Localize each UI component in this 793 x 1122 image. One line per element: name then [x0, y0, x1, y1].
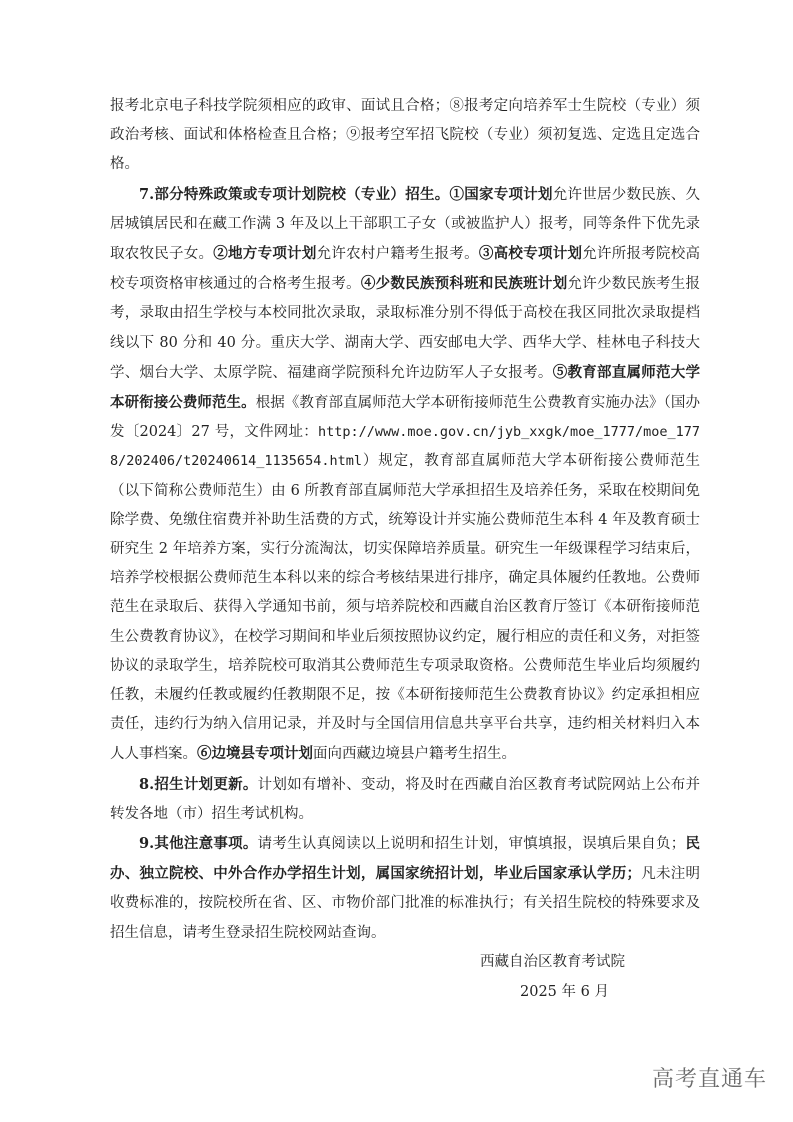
- paragraph-7: [110, 180, 700, 770]
- plan-label-border: ⑥边境县专项计划: [197, 745, 313, 763]
- watermark: 高考直通车: [651, 1067, 767, 1092]
- plan-label-national: ①国家专项计划: [449, 185, 553, 203]
- section-heading-9: 9.其他注意事项。: [139, 835, 258, 853]
- document-body: [110, 92, 700, 948]
- plan-label-local: ②地方专项计划: [213, 245, 317, 263]
- plan-text-local: 允许农村户籍考生报考。: [316, 246, 479, 263]
- plan-label-university: ③高校专项计划: [478, 245, 583, 263]
- section-text-8: 计划如有增补、变动，将及时在西藏自治区教育考试院网站上公布并转发各地（市）招生考试机构。: [110, 776, 701, 822]
- paragraph-text: 报考北京电子科技学院须相应的政审、面试且合格；⑧报考定向培养军士生院校（专业）须政治考核、面试和体格检查且合格；⑨报考空军招飞院校（专业）须初复选、定选且定选合格。: [110, 98, 700, 173]
- section-text-9a: 请考生认真阅读以上说明和招生计划，审慎填报，误填后果自负；: [257, 836, 686, 853]
- plan-text-university: 允许所报考院校高校专项资格审核通过的合格考生报考。: [110, 246, 701, 293]
- issuing-organization: 西藏自治区教育考试院: [480, 954, 625, 970]
- plan-text-border: 面向西藏边境县户籍考生招生。: [313, 746, 516, 763]
- paragraph-continuation: [110, 92, 700, 180]
- plan-label-normal-university: ⑤教育部直属师范大学本研衔接公费师范生。: [110, 363, 701, 412]
- document-url: http://www.moe.gov.cn/jyb_xxgk/moe_1777/moe_1778/202406/t20240614_1135654.html: [110, 424, 700, 470]
- paragraph-8: [110, 770, 700, 829]
- plan-text-national: 允许世居少数民族、久居城镇居民和在藏工作满 3 年及以上干部职工子女（或被监护人）报考，同等条件下优先录取农牧民子女。: [110, 186, 701, 263]
- plan-text-ethnic: 允许少数民族考生报考，录取由招生学校与本校同批次录取，录取标准分别不得低于高校在我区同批次录取提档线以下 80 分和 40 分。重庆大学、湖南大学、西安邮电大学、西华大学、桂林电子科技大学、烟台大学、太原学院、福建商学院预科允许边防军人子女报考。: [110, 276, 701, 381]
- section-text-9c: 凡未注明收费标准的，按院校所在省、区、市物价部门批准的标准执行；有关招生院校的特殊要求及招生信息，请考生登录招生院校网站查询。: [110, 866, 701, 941]
- plan-text-normal-university-a: 根据《教育部直属师范大学本研衔接师范生公费教育实施办法》（国办发〔2024〕27 号，文件网址：: [110, 395, 700, 441]
- plan-text-normal-university-b: ）规定，教育部直属师范大学本研衔接公费师范生（以下简称公费师范生）由 6 所教育部直属师范大学承担招生及培养任务，采取在校期间免除学费、免缴住宿费并补助生活费的方式，统筹设计并实施公费师范生本科 4 年及教育硕士研究生 2 年培养方案，实行分流淘汰，切实保障培养质量。研究生一年级课程学习结束后，培养学校根据公费师范生本科以来的综合考核结果进行排序，确定具体履约任教地。公费师范生在录取后、获得入学通知书前，须与培养院校和西藏自治区教育厅签订《本研衔接师范生公费教育协议》，在校学习期间和毕业后须按照协议约定，履行相应的责任和义务，对拒签协议的录取学生，培养院校可取消其公费师范生专项录取资格。公费师范生毕业后均须履约任教，未履约任教或履约任教期限不足，按《本研衔接师范生公费教育协议》约定承担相应责任，违约行为纳入信用记录，并及时与全国信用信息共享平台共享，违约相关材料归入本人人事档案。: [110, 453, 700, 763]
- issue-date: 2025 年 6 月: [520, 984, 609, 1000]
- section-heading-8: 8.招生计划更新。: [139, 775, 258, 793]
- section-heading-7: 7.部分特殊政策或专项计划院校（专业）招生。: [139, 185, 450, 203]
- paragraph-9: [110, 829, 700, 948]
- section-bold-9b: 民办、独立院校、中外合作办学招生计划，属国家统招计划，毕业后国家承认学历；: [110, 835, 701, 883]
- plan-label-ethnic: ④少数民族预科班和民族班计划: [360, 275, 568, 293]
